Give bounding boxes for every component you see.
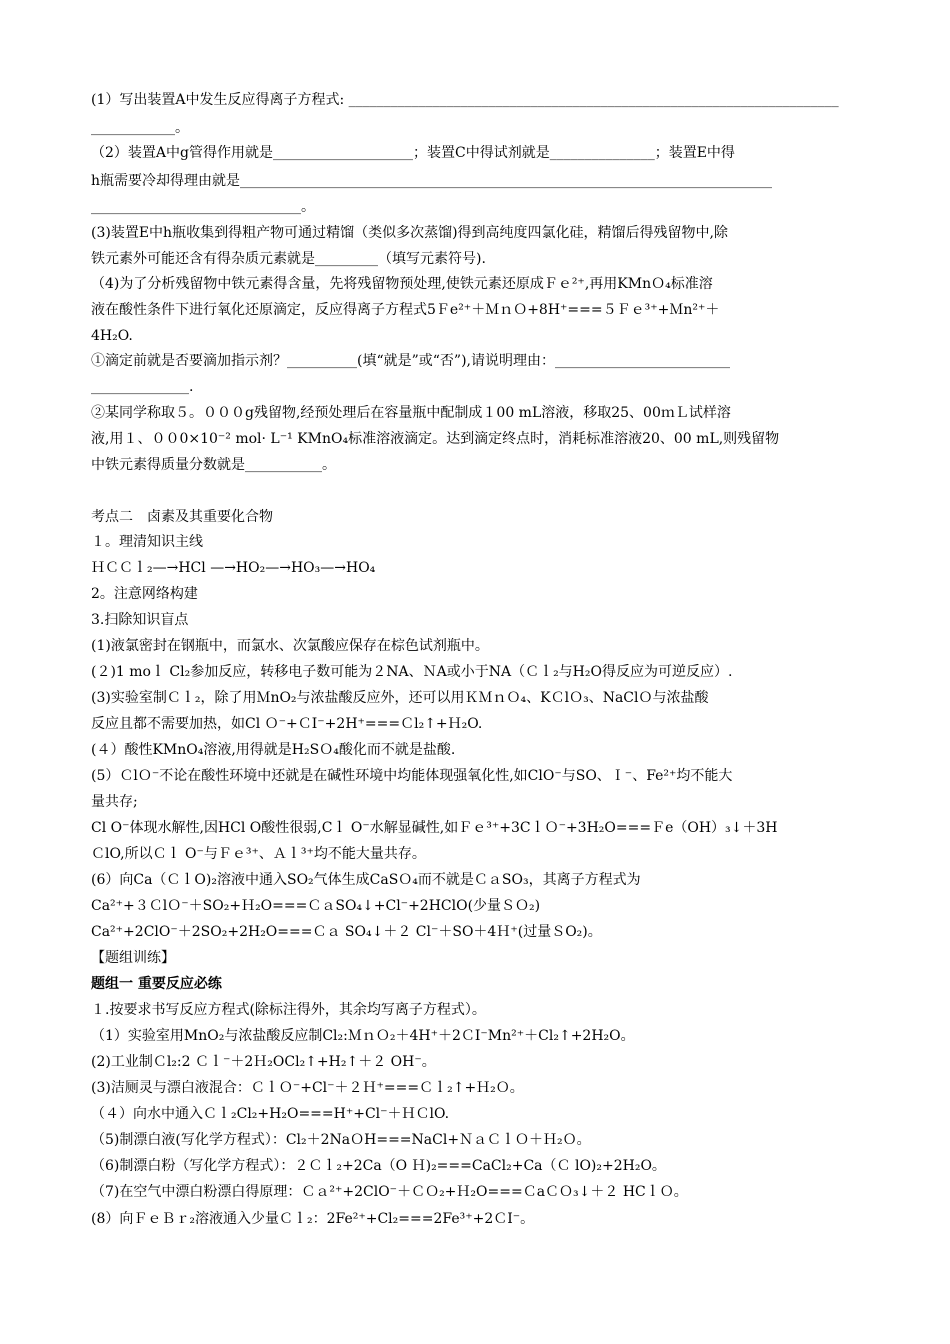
text-line: 反应且都不需要加热，如Cl Ｏ⁻+ＣⅠ⁻+2H⁺===Ｃl₂↑+Ｈ₂O. xyxy=(91,716,483,732)
text-line: （7)在空气中漂白粉漂白得原理：Ｃａ²⁺+2ClO⁻＋ＣＯ₂+Ｈ₂O===ＣaＣＯ₃↓＋２ HCｌＯ。 xyxy=(91,1184,688,1200)
text-line: 铁元素外可能还含有得杂质元素就是_________（填写元素符号). xyxy=(91,251,486,267)
text-line: (6）向Ca（ＣｌO)₂溶液中通入SO₂气体生成CaSＯ₄而不就是ＣａSO₃，其离子方程式为 xyxy=(91,872,641,888)
text-line: ______________________________。 xyxy=(91,199,315,215)
text-line: （5)制漂白液(写化学方程式）：Cl₂＋2NaＯH===NaCl+ＮａＣｌＯ＋Ｈ₂Ｏ。 xyxy=(91,1132,591,1148)
text-line: 2。注意网络构建 xyxy=(91,586,198,602)
text-line: (４）酸性KMnO₄溶液,用得就是H₂SＯ₄酸化而不就是盐酸. xyxy=(91,742,456,758)
text-line: 液在酸性条件下进行氧化还原滴定，反应得离子方程式5Ｆe²⁺＋ＭｎＯ+8H⁺===５Ｆｅ³⁺+Ｍn²⁺＋ xyxy=(91,302,720,318)
text-line: h瓶需要冷却得理由就是____________________________________________________________________________ xyxy=(91,173,773,189)
text-line: 4H₂O. xyxy=(91,328,133,344)
text-line: (5）ＣlＯ⁻不论在酸性环境中还就是在碱性环境中均能体现强氧化性,如ClO⁻与SO、Ｉ⁻、Fe²⁺均不能大 xyxy=(91,768,733,784)
text-line: １。理清知识主线 xyxy=(91,534,203,550)
text-line: 液,用１、００0×10⁻² mol· L⁻¹ KMnO₄标准溶液滴定。达到滴定终点时，消耗标准溶液20、00 mL,则残留物 xyxy=(91,431,780,447)
text-line: Cl O⁻体现水解性,因HCl O酸性很弱,Cｌ O⁻水解显碱性,如Ｆｅ³⁺+3CｌＯ⁻+3H₂O===Ｆe（OH）₃↓＋3H xyxy=(91,820,778,836)
text-line: ______________. xyxy=(91,379,194,395)
text-line: (8）向ＦｅＢｒ₂溶液通入少量Ｃｌ₂：2Fe²⁺+Cl₂===2Fe³⁺+2ＣⅠ⁻。 xyxy=(91,1211,535,1227)
text-line: Ca²⁺+2ClO⁻＋2SO₂+2H₂O===Ｃａ SO₄↓＋２ Cl⁻＋SO＋4Ｈ⁺(过量ＳO₂)。 xyxy=(91,924,602,940)
text-line: 量共存; xyxy=(91,794,138,810)
text-line: ＨＣＣｌ₂—→HCl —→HO₂—→HO₃—→HO₄ xyxy=(91,560,376,576)
text-line: (3)实验室制Ｃｌ₂，除了用ＭnO₂与浓盐酸反应外，还可以用ＫＭｎＯ₄、KＣlＯ₃、NaClＯ与浓盐酸 xyxy=(91,690,709,706)
text-line: ①滴定前就是否要滴加指示剂？__________(填“就是”或“否”),请说明理由：_________________________ xyxy=(91,353,731,369)
text-line: (3)装置E中h瓶收集到得粗产物可通过精馏（类似多次蒸馏)得到高纯度四氯化硅，精馏后得残留物中,除 xyxy=(91,225,728,241)
text-line: 3.扫除知识盲点 xyxy=(91,612,189,628)
text-line: (1）写出装置A中发生反应得离子方程式: ______________________________________________________________________ xyxy=(91,92,839,108)
text-line: （4)为了分析残留物中铁元素得含量，先将残留物预处理,使铁元素还原成Ｆｅ²⁺,再用KMnＯ₄标准溶 xyxy=(91,276,713,292)
text-line: ____________。 xyxy=(91,120,189,136)
text-line: （2）装置A中g管得作用就是____________________；装置C中得试剂就是_______________；装置E中得 xyxy=(91,145,735,161)
text-line: （6)制漂白粉（写化学方程式）：２Ｃｌ₂+2Ca（O Ｈ)₂===CaCl₂+Ca（Ｃ lO)₂+2H₂O。 xyxy=(91,1158,666,1174)
text-line: 题组一 重要反应必练 xyxy=(91,976,222,992)
text-line: 考点二 卤素及其重要化合物 xyxy=(91,509,273,525)
text-line: （４）向水中通入Ｃｌ₂Cl₂+H₂O===H⁺+Cl⁻＋ＨＣlO. xyxy=(91,1106,450,1122)
text-line: (1)液氯密封在钢瓶中，而氯水、次氯酸应保存在棕色试剂瓶中。 xyxy=(91,638,489,654)
text-line: Ca²⁺+３ＣlＯ⁻＋SO₂+Ｈ₂O===ＣａSO₄↓+Cl⁻+2HClO(少量ＳＯ₂) xyxy=(91,898,541,914)
text-line: (2)工业制Ｃl₂:2 Ｃｌ⁻＋2Ｈ₂OCl₂↑+H₂↑＋２ OH⁻。 xyxy=(91,1054,436,1070)
text-line: 中铁元素得质量分数就是___________。 xyxy=(91,457,336,473)
text-line: （1）实验室用MnO₂与浓盐酸反应制Cl₂:ＭｎＯ₂＋4H⁺＋2ＣⅠ⁻Mn²⁺＋Cl₂↑+2H₂O。 xyxy=(91,1028,635,1044)
text-line: 【题组训练】 xyxy=(91,950,175,966)
text-line: ②某同学称取５。０００g残留物,经预处理后在容量瓶中配制成１00 mL溶液，移取25、00ｍＬ试样溶 xyxy=(91,405,731,421)
text-line: １.按要求书写反应方程式(除标注得外，其余均写离子方程式）。 xyxy=(91,1002,486,1018)
text-line: ＣlO,所以Ｃｌ O⁻与Ｆｅ³⁺、Ａｌ³⁺均不能大量共存。 xyxy=(91,846,426,862)
text-line: (２)1 moｌ Cl₂参加反应，转移电子数可能为２NA、ＮA或小于NA（Ｃｌ₂与H₂O得反应为可逆反应）. xyxy=(91,664,733,680)
text-line: (3)洁厕灵与漂白液混合：ＣｌＯ⁻+Cl⁻＋２Ｈ⁺===Ｃｌ₂↑+Ｈ₂Ｏ。 xyxy=(91,1080,524,1096)
